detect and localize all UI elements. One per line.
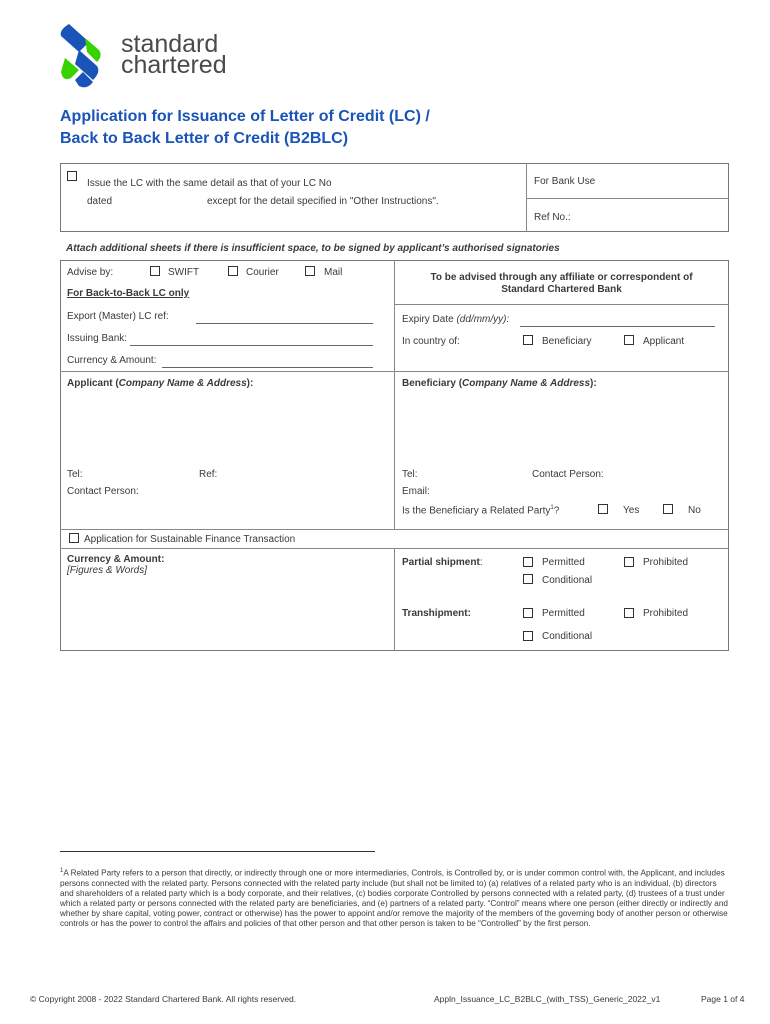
swift-label: SWIFT	[168, 267, 200, 278]
footnote-separator	[60, 851, 375, 852]
country-label: In country of:	[402, 336, 460, 347]
copyright: © Copyright 2008 - 2022 Standard Chartered Bank. All rights reserved.	[30, 994, 297, 1004]
expiry-label: Expiry Date (dd/mm/yy):	[402, 314, 510, 325]
doc-id: Appln_Issuance_LC_B2BLC_(with_TSS)_Generic_2022_v1	[434, 994, 661, 1004]
currency-amount-b2b-field[interactable]	[162, 367, 373, 368]
related-yes-label: Yes	[623, 505, 640, 516]
footnote: $^1$A Related Party refers to a person that directly, or indirectly through one or more intermediaries, Controls, is Controlled by, or is under common control with, the Applicant, and includes persons connected with the related party. Persons connected with the related party include (but shall not be limited to) (a) relatives of a related party who is an individual, (b) directors and shareholders of a related party which is a body corporate, and their relatives, (c) bodies corporate Controlled by persons connected with a related party, (d) trustees of a trust under which a related party or persons connected with the related party are beneficiaries, and (e) partners of a related party. “Control” means where one person (either directly or indirectly and whether by share capital, voting power, contract or otherwise) has the power to appoint and/or remove the majority of the members of the governing body of another person or otherwise controls or has the power to control the affairs and policies of that other person and that other person is taken to be “Controlled” by the first person.	[60, 868, 728, 928]
advised-through-line1: To be advised through any affiliate or correspondent of	[430, 272, 693, 283]
tranship-permitted-checkbox[interactable]	[523, 608, 533, 618]
country-applicant-checkbox[interactable]	[624, 335, 634, 345]
b2b-only-heading: For Back-to-Back LC only	[67, 288, 190, 299]
export-ref-field[interactable]	[196, 323, 373, 324]
issuing-bank-field[interactable]	[130, 345, 373, 346]
sustainable-label: Application for Sustainable Finance Transaction	[84, 534, 296, 545]
related-no-checkbox[interactable]	[663, 504, 673, 514]
attach-note: Attach additional sheets if there is insufficient space, to be signed by applicant’s authorised signatories	[66, 243, 560, 254]
sustainable-checkbox[interactable]	[69, 533, 79, 543]
same-detail-checkbox[interactable]	[67, 171, 77, 181]
page-number: Page 1 of 4	[701, 994, 745, 1004]
partial-permitted-checkbox[interactable]	[523, 557, 533, 567]
page-title-line1: Application for Issuance of Letter of Credit (LC) /	[60, 108, 430, 125]
export-ref-label: Export (Master) LC ref:	[67, 311, 169, 322]
related-party-question: Is the Beneficiary a Related Party$^1$?	[402, 505, 560, 517]
mail-label: Mail	[324, 267, 343, 278]
bank-use-label: For Bank Use	[534, 176, 596, 187]
transhipment-label: Transhipment:	[402, 608, 471, 619]
courier-checkbox[interactable]	[228, 266, 238, 276]
related-no-label: No	[688, 505, 701, 516]
partial-shipment-label: Partial shipment:	[402, 557, 483, 568]
currency-amount-b2b-label: Currency & Amount:	[67, 355, 157, 366]
currency-amount-label: Currency & Amount:	[67, 554, 165, 565]
advise-by-label: Advise by:	[67, 267, 114, 278]
logo	[57, 20, 117, 90]
tranship-permitted-label: Permitted	[542, 608, 585, 619]
logo-text-chartered: chartered	[121, 51, 227, 79]
partial-prohibited-label: Prohibited	[643, 557, 689, 568]
mail-checkbox[interactable]	[305, 266, 315, 276]
tranship-prohibited-label: Prohibited	[643, 608, 689, 619]
beneficiary-contact-label: Contact Person:	[532, 469, 604, 480]
courier-label: Courier	[246, 267, 279, 278]
applicant-heading: Applicant (Company Name & Address):	[67, 378, 254, 389]
tranship-prohibited-checkbox[interactable]	[624, 608, 634, 618]
country-applicant-label: Applicant	[643, 336, 685, 347]
beneficiary-tel-label: Tel:	[402, 469, 418, 480]
standard-chartered-logo-mark	[57, 20, 107, 90]
related-yes-checkbox[interactable]	[598, 504, 608, 514]
partial-conditional-checkbox[interactable]	[523, 574, 533, 584]
issue-same-text: Issue the LC with the same detail as that of your LC No	[87, 178, 332, 189]
country-beneficiary-label: Beneficiary	[542, 336, 592, 347]
partial-prohibited-checkbox[interactable]	[624, 557, 634, 567]
expiry-date-field[interactable]	[520, 326, 715, 327]
applicant-tel-label: Tel:	[67, 469, 83, 480]
currency-amount-sub: [Figures & Words]	[67, 565, 148, 576]
ref-no-label: Ref No.:	[534, 212, 571, 223]
applicant-contact-label: Contact Person:	[67, 486, 139, 497]
beneficiary-heading: Beneficiary (Company Name & Address):	[402, 378, 597, 389]
swift-checkbox[interactable]	[150, 266, 160, 276]
dated-label: dated	[87, 196, 113, 207]
page-title-line2: Back to Back Letter of Credit (B2BLC)	[60, 130, 349, 147]
advised-through-line2: Standard Chartered Bank	[501, 284, 622, 295]
tranship-conditional-label: Conditional	[542, 631, 593, 642]
partial-permitted-label: Permitted	[542, 557, 585, 568]
applicant-ref-label: Ref:	[199, 469, 218, 480]
partial-conditional-label: Conditional	[542, 575, 593, 586]
beneficiary-email-label: Email:	[402, 486, 430, 497]
logo-text-standard: standard	[121, 30, 219, 58]
except-text: except for the detail specified in "Other Instructions".	[207, 196, 439, 207]
tranship-conditional-checkbox[interactable]	[523, 631, 533, 641]
issuing-bank-label: Issuing Bank:	[67, 333, 128, 344]
country-beneficiary-checkbox[interactable]	[523, 335, 533, 345]
